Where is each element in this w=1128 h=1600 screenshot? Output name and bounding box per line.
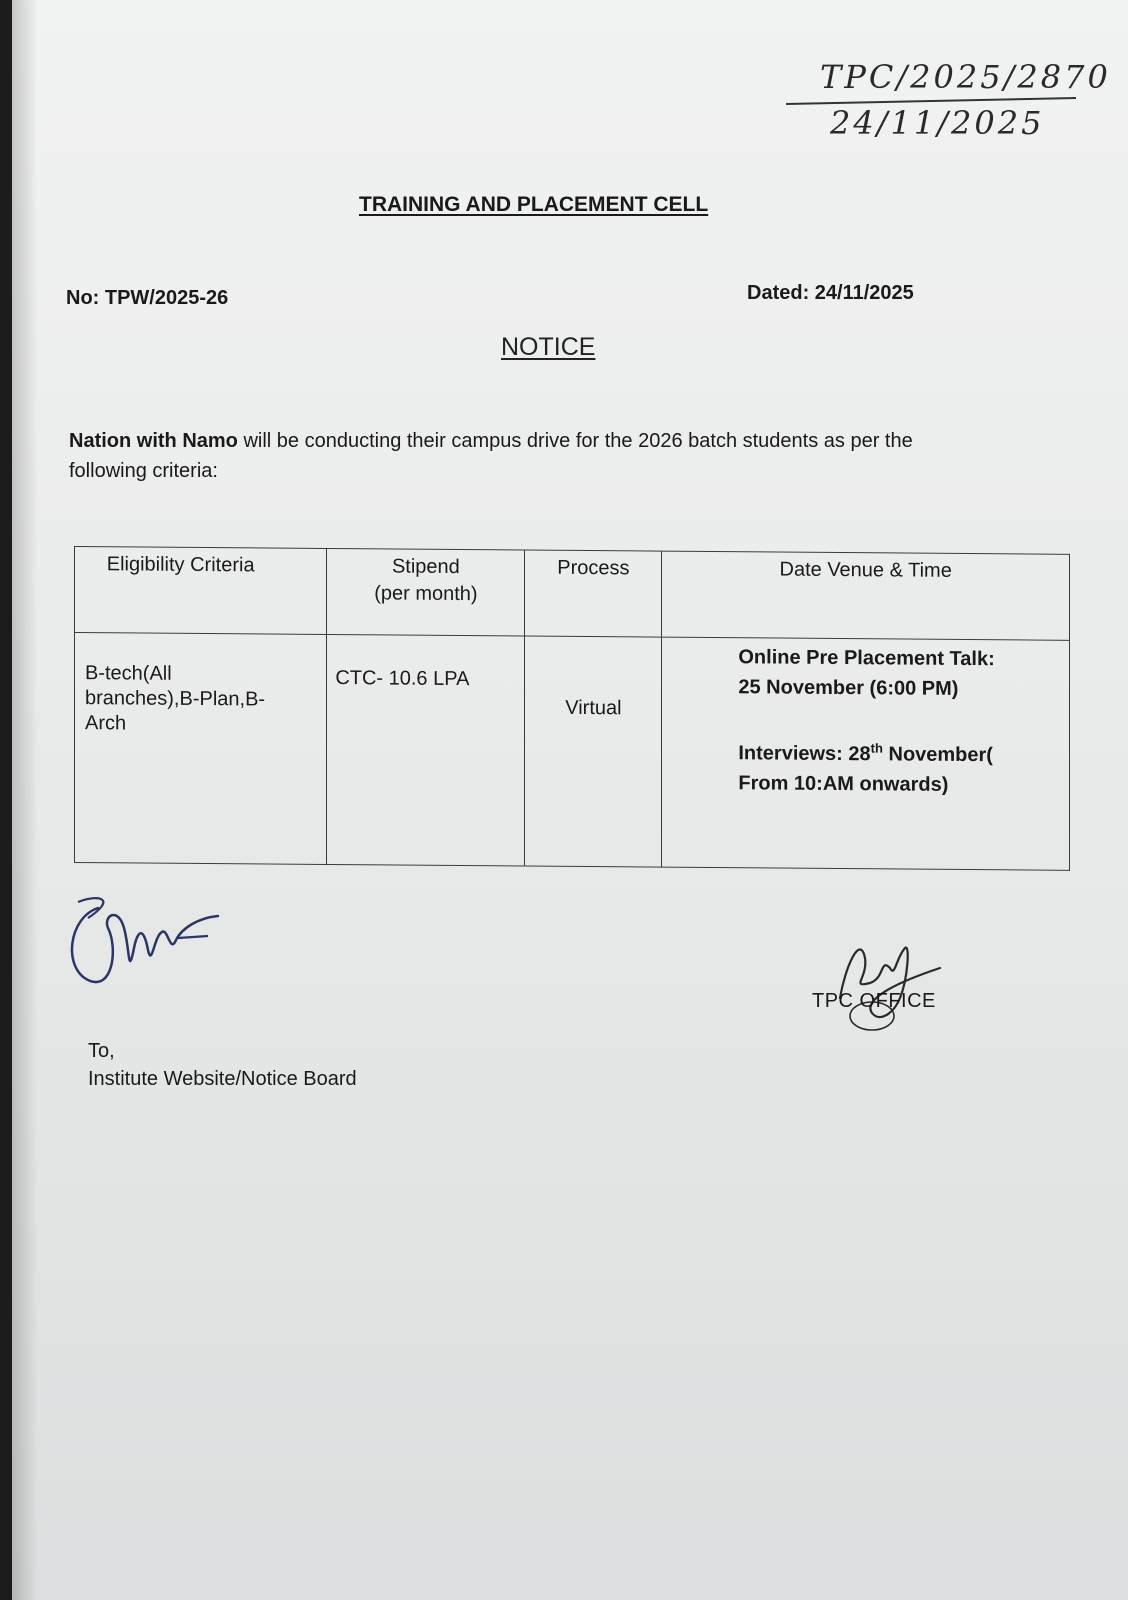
- header-stipend-line2: (per month): [374, 582, 478, 606]
- header-stipend-line1: Stipend: [391, 555, 460, 579]
- ppt-line1: Online Pre Placement Talk:: [738, 646, 995, 671]
- notice-title: NOTICE: [501, 333, 596, 361]
- footer-recipient: Institute Website/Notice Board: [88, 1068, 357, 1090]
- notice-number: No: TPW/2025-26: [66, 287, 229, 309]
- header-process: Process: [525, 550, 662, 637]
- footer-to: To,: [88, 1040, 115, 1062]
- cell-process: Virtual: [525, 636, 662, 867]
- company-name: Nation with Namo: [69, 430, 238, 452]
- handwritten-ref-number: TPC/2025/2870: [820, 58, 1111, 96]
- table-header-row: [75, 547, 1070, 641]
- header-eligibility: Eligibility Criteria: [75, 547, 327, 635]
- ppt-line2: 25 November (6:00 PM): [738, 676, 959, 700]
- paper-edge-shadow: [12, 0, 38, 1600]
- interview-line2: From 10:AM onwards): [738, 771, 949, 796]
- notice-date: Dated: 24/11/2025: [747, 282, 914, 304]
- header-stipend: [327, 548, 525, 636]
- cell-eligibility: [75, 633, 327, 865]
- cell-date-venue: [662, 637, 1070, 870]
- handwritten-ref-date: 24/11/2025: [830, 104, 1045, 142]
- eligibility-line1: B-tech(All: [85, 662, 172, 685]
- tpc-office-label: TPC OFFICE: [812, 990, 936, 1012]
- eligibility-line2: branches),B-Plan,B-: [85, 687, 266, 711]
- eligibility-line3: Arch: [85, 712, 127, 735]
- cell-title: TRAINING AND PLACEMENT CELL: [359, 193, 709, 216]
- interview-line1: Interviews: 28th November(: [738, 740, 993, 766]
- right-signature: [810, 928, 960, 1038]
- criteria-table: [74, 546, 1070, 871]
- cell-stipend: CTC- 10.6 LPA: [327, 634, 525, 866]
- left-signature: [58, 888, 228, 998]
- header-date-venue: Date Venue & Time: [662, 551, 1070, 640]
- intro-text-line2: following criteria:: [69, 460, 218, 482]
- table-row: [75, 633, 1070, 871]
- intro-paragraph: [69, 426, 1049, 486]
- intro-text-line1: will be conducting their campus drive for the 2026 batch students as per the: [237, 430, 913, 452]
